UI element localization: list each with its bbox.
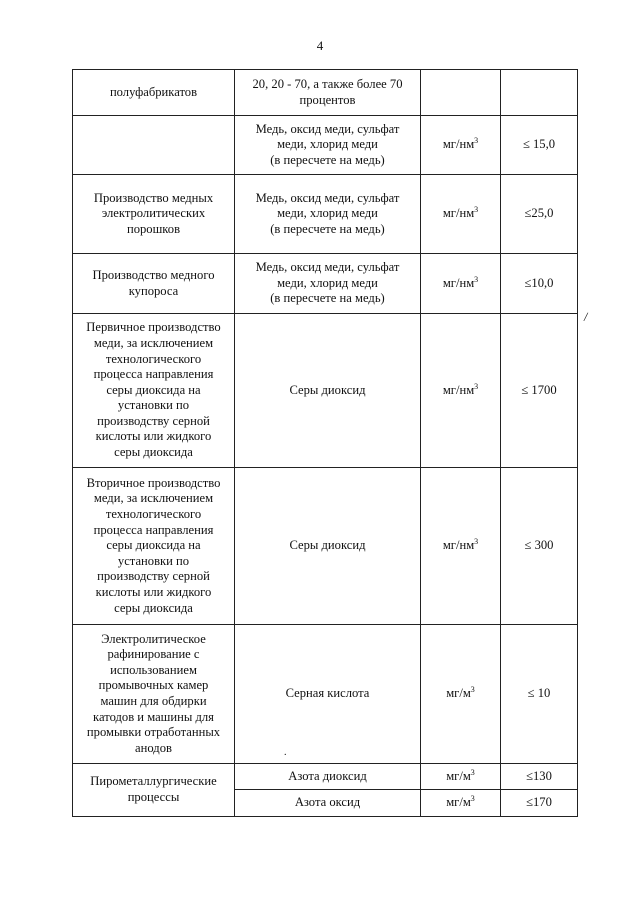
unit-cell <box>421 116 501 175</box>
unit-superscript: 3 <box>474 381 479 391</box>
unit-cell <box>421 314 501 468</box>
table-row <box>73 116 578 175</box>
substance-cell: Медь, оксид меди, сульфат меди, хлорид меди (в пересчете на медь) <box>235 175 421 254</box>
unit-superscript: 3 <box>470 767 475 777</box>
process-cell <box>73 116 235 175</box>
substance-cell: 20, 20 - 70, а также более 70 процентов <box>235 70 421 116</box>
process-cell: Пирометаллургические процессы <box>73 764 235 817</box>
unit-cell <box>421 70 501 116</box>
substance-cell: Азота оксид <box>235 790 421 817</box>
process-cell: Электролитическое рафинирование с использованием промывочных камер машин для обдирки катодов и машины для промывки отработанных анодов <box>73 625 235 764</box>
table-row <box>73 254 578 314</box>
substance-cell: Серы диоксид <box>235 468 421 625</box>
unit-text: мг/м <box>446 768 471 783</box>
table-row <box>73 625 578 764</box>
unit-superscript: 3 <box>474 136 479 146</box>
process-cell: Вторичное производство меди, за исключением технологического процесса направления серы диоксида на установки по производству серной кислоты или жидкого серы диоксида <box>73 468 235 625</box>
unit-cell <box>421 625 501 764</box>
unit-text: мг/нм <box>442 382 475 397</box>
substance-cell: Серы диоксид <box>235 314 421 468</box>
value-cell: ≤ 10 <box>501 625 578 764</box>
substance-cell: Серная кислота <box>235 625 421 764</box>
substance-cell: Медь, оксид меди, сульфат меди, хлорид меди (в пересчете на медь) <box>235 116 421 175</box>
unit-text: мг/нм <box>442 538 475 553</box>
unit-text: мг/нм <box>442 275 475 290</box>
process-cell: Первичное производство меди, за исключением технологического процесса направления серы диоксида на установки по производству серной кислоты или жидкого серы диоксида <box>73 314 235 468</box>
stray-dot: . <box>284 747 287 758</box>
table-row <box>73 175 578 254</box>
unit-text: мг/м <box>446 686 471 701</box>
unit-cell <box>421 468 501 625</box>
unit-superscript: 3 <box>474 537 479 547</box>
value-cell: ≤ 300 <box>501 468 578 625</box>
unit-superscript: 3 <box>470 685 475 695</box>
table-row <box>73 70 578 116</box>
table-row <box>73 468 578 625</box>
table-row <box>73 764 578 790</box>
process-cell: полуфабрикатов <box>73 70 235 116</box>
table-row <box>73 314 578 468</box>
margin-mark: / <box>583 308 589 325</box>
unit-superscript: 3 <box>470 794 475 804</box>
substance-cell: Медь, оксид меди, сульфат меди, хлорид меди (в пересчете на медь) <box>235 254 421 314</box>
unit-text: мг/нм <box>442 137 475 152</box>
unit-cell <box>421 254 501 314</box>
substance-cell: Азота диоксид <box>235 764 421 790</box>
unit-superscript: 3 <box>474 205 479 215</box>
value-cell: ≤170 <box>501 790 578 817</box>
unit-cell <box>421 764 501 790</box>
value-cell: ≤130 <box>501 764 578 790</box>
value-cell: ≤ 1700 <box>501 314 578 468</box>
unit-text: мг/м <box>446 795 471 810</box>
value-cell: ≤ 15,0 <box>501 116 578 175</box>
process-cell: Производство медных электролитических порошков <box>73 175 235 254</box>
process-cell: Производство медного купороса <box>73 254 235 314</box>
emission-standards-table <box>72 69 578 817</box>
unit-text: мг/нм <box>442 206 475 221</box>
value-cell <box>501 70 578 116</box>
value-cell: ≤25,0 <box>501 175 578 254</box>
unit-superscript: 3 <box>474 274 479 284</box>
page-number: 4 <box>316 38 324 53</box>
unit-cell <box>421 175 501 254</box>
value-cell: ≤10,0 <box>501 254 578 314</box>
unit-cell <box>421 790 501 817</box>
